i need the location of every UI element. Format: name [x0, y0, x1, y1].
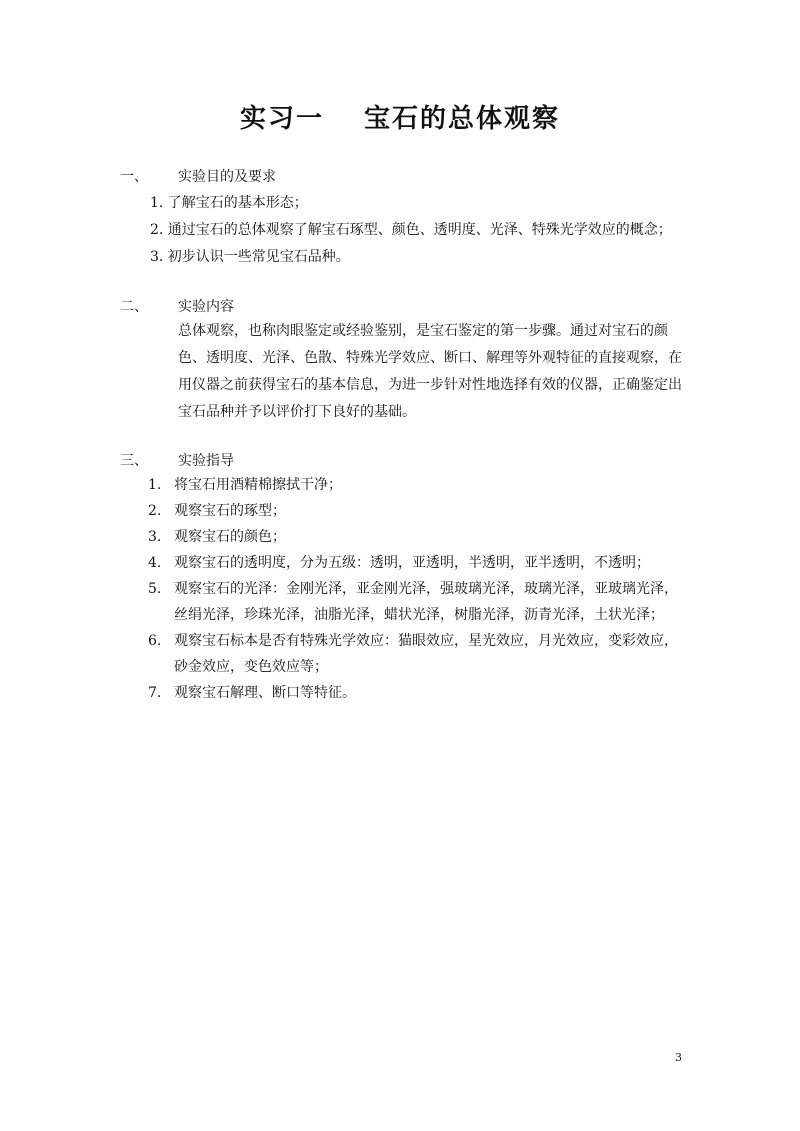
- list-item: [148, 680, 685, 706]
- section-2-title: 实验内容: [178, 299, 234, 315]
- list-item: [148, 576, 685, 628]
- page-title: [0, 98, 800, 135]
- list-item-text: 观察宝石的透明度，分为五级：透明，亚透明，半透明，亚半透明，不透明；: [174, 555, 650, 571]
- section-1-number: 一、: [120, 169, 148, 185]
- list-item: [148, 550, 685, 576]
- list-item-number: 3.: [148, 529, 162, 545]
- section-2-heading: [120, 296, 234, 316]
- list-item-text: 观察宝石的光泽：金刚光泽，亚金刚光泽，强玻璃光泽，玻璃光泽，亚玻璃光泽，丝绢光泽，珍珠光泽，油脂光泽，蜡状光泽，树脂光泽，沥青光泽，土状光泽；: [174, 581, 678, 623]
- section-1-item: 1. 了解宝石的基本形态；: [150, 195, 308, 211]
- list-item-number: 2.: [148, 503, 162, 519]
- list-item: [148, 628, 685, 680]
- section-2-number: 二、: [120, 299, 148, 315]
- list-item: [148, 472, 685, 498]
- list-item-number: 6.: [148, 633, 162, 649]
- section-3-title: 实验指导: [178, 453, 234, 469]
- list-item-number: 5.: [148, 581, 162, 597]
- section-2-paragraph: 总体观察，也称肉眼鉴定或经验鉴别，是宝石鉴定的第一步骤。通过对宝石的颜色、透明度、光泽、色散、特殊光学效应、断口、解理等外观特征的直接观察，在用仪器之前获得宝石的基本信息，为进一步针对性地选择有效的仪器，正确鉴定出宝石品种并予以评价打下良好的基础。: [178, 323, 682, 420]
- page-number: 3: [675, 1051, 682, 1064]
- section-1-title: 实验目的及要求: [178, 169, 276, 185]
- section-1-heading: [120, 166, 276, 186]
- list-item-number: 7.: [148, 685, 162, 701]
- title-part-2: 宝石的总体观察: [364, 104, 561, 134]
- section-1-item: 2. 通过宝石的总体观察了解宝石琢型、颜色、透明度、光泽、特殊光学效应的概念；: [150, 222, 672, 238]
- section-3-number: 三、: [120, 453, 148, 469]
- title-part-1: 实习一: [239, 104, 324, 134]
- list-item-number: 1.: [148, 477, 162, 493]
- list-item-text: 观察宝石的琢型；: [174, 503, 286, 519]
- list-item-text: 观察宝石的颜色；: [174, 529, 286, 545]
- list-item-text: 将宝石用酒精棉擦拭干净；: [174, 477, 342, 493]
- list-item: [148, 524, 685, 550]
- list-item-text: 观察宝石解理、断口等特征。: [174, 685, 356, 701]
- section-3-list: [148, 472, 685, 706]
- section-1-item: 3. 初步认识一些常见宝石品种。: [150, 249, 350, 265]
- list-item-number: 4.: [148, 555, 162, 571]
- list-item-text: 观察宝石标本是否有特殊光学效应：猫眼效应，星光效应，月光效应，变彩效应，砂金效应，变色效应等；: [174, 633, 678, 675]
- list-item: [148, 498, 685, 524]
- section-3-heading: [120, 450, 234, 470]
